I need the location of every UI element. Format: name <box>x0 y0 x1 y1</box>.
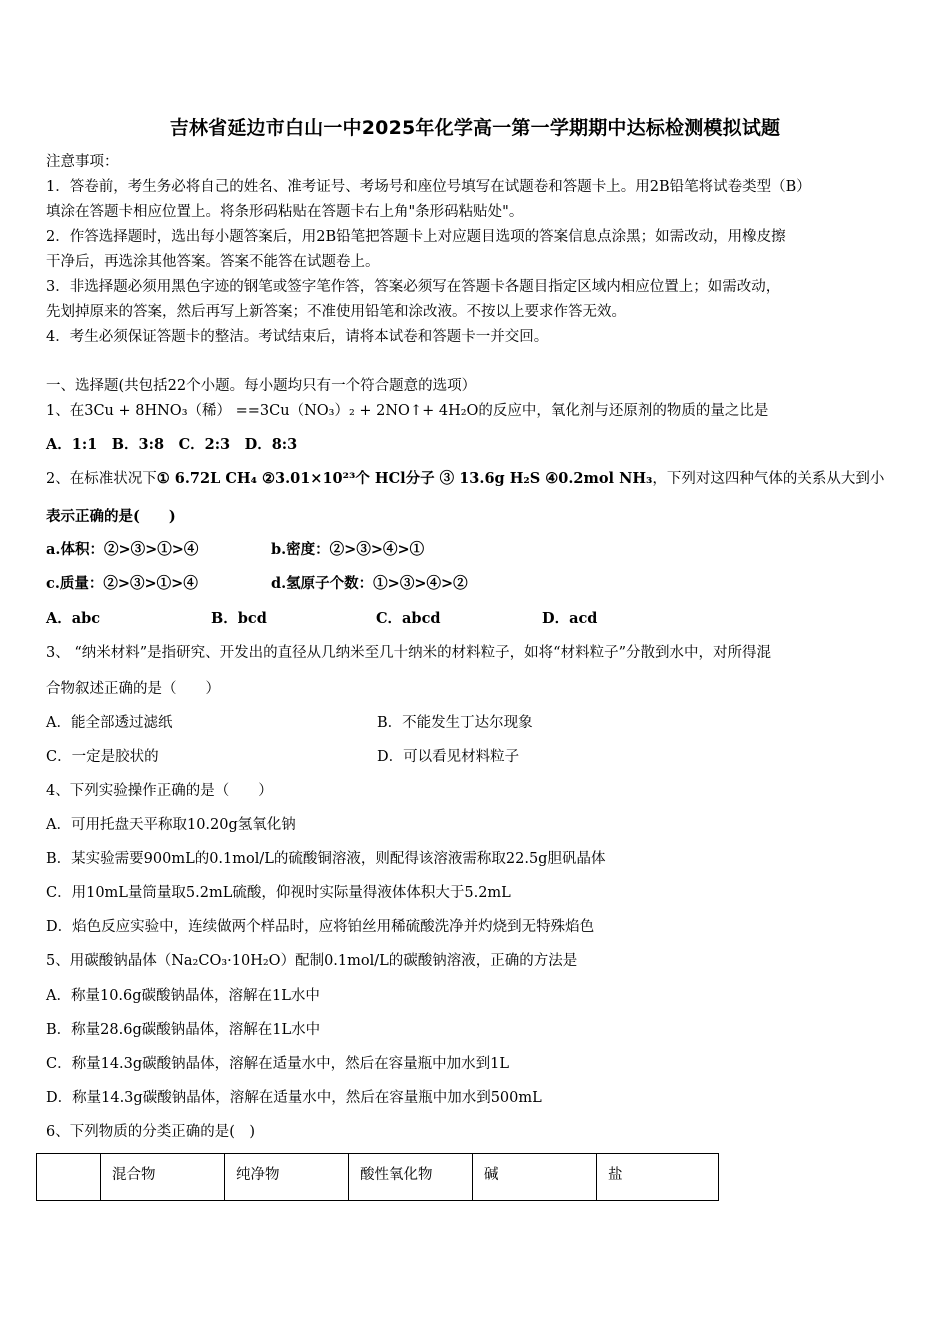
q2-item-d: d.氢原子个数：①>③>④>② <box>271 575 468 592</box>
q4-option-b: B．某实验需要900mL的0.1mol/L的硫酸铜溶液，则配得该溶液需称取22.5g胆矾晶体 <box>46 851 606 867</box>
q2-stem-cont: 表示正确的是( ) <box>46 508 176 525</box>
table-header-cell: 碱 <box>473 1154 597 1201</box>
q6-classification-table <box>36 1153 719 1201</box>
table-header-row <box>37 1154 719 1201</box>
page-title: 吉林省延边市白山一中2025年化学高一第一学期期中达标检测模拟试题 <box>169 117 781 139</box>
q3-option-a: A．能全部透过滤纸 <box>46 715 173 731</box>
q2-stem-prefix: 2、在标准状况下 <box>46 471 157 487</box>
q2-gases: ① 6.72L CH₄ ②3.01×10²³个 HCl分子 ③ 13.6g H₂S ④0.2mol NH₃ <box>156 470 653 487</box>
notice-line-3: 2．作答选择题时，选出每小题答案后，用2B铅笔把答题卡上对应题目选项的答案信息点涂黑；如需改动，用橡皮擦 <box>46 229 786 245</box>
q4-stem: 4、下列实验操作正确的是（ ） <box>46 783 273 799</box>
q4-option-c: C．用10mL量筒量取5.2mL硫酸，仰视时实际量得液体体积大于5.2mL <box>46 885 511 901</box>
section-heading: 一、选择题(共包括22个小题。每小题均只有一个符合题意的选项） <box>46 378 477 394</box>
q1-options: A．1:1 B．3:8 C．2:3 D．8:3 <box>46 436 298 453</box>
notice-line-7: 4．考生必须保证答题卡的整洁。考试结束后，请将本试卷和答题卡一并交回。 <box>46 329 549 345</box>
table-header-cell <box>37 1154 101 1201</box>
table-header-cell: 酸性氧化物 <box>349 1154 473 1201</box>
notice-line-2: 填涂在答题卡相应位置上。将条形码粘贴在答题卡右上角"条形码粘贴处"。 <box>46 204 524 220</box>
q3-option-c: C．一定是胶状的 <box>46 749 159 765</box>
q2-item-a: a.体积：②>③>①>④ <box>46 541 199 558</box>
table-header-cell: 混合物 <box>101 1154 225 1201</box>
q3-option-d: D．可以看见材料粒子 <box>377 749 520 765</box>
table-header-cell: 盐 <box>597 1154 719 1201</box>
q2-stem-suffix: ，下列对这四种气体的关系从大到小 <box>652 471 885 487</box>
notice-line-5: 3．非选择题必须用黑色字迹的钢笔或签字笔作答，答案必须写在答题卡各题目指定区域内相应位置上；如需改动， <box>46 279 781 295</box>
q4-option-d: D．焰色反应实验中，连续做两个样品时，应将铂丝用稀硫酸洗净并灼烧到无特殊焰色 <box>46 919 595 935</box>
q3-option-b: B．不能发生丁达尔现象 <box>377 715 533 731</box>
q5-option-d: D．称量14.3g碳酸钠晶体，溶解在适量水中，然后在容量瓶中加水到500mL <box>46 1090 542 1106</box>
q6-stem: 6、下列物质的分类正确的是( ) <box>46 1124 256 1140</box>
q5-stem: 5、用碳酸钠晶体（Na₂CO₃·10H₂O）配制0.1mol/L的碳酸钠溶液，正确的方法是 <box>46 953 578 969</box>
table-header-cell: 纯净物 <box>225 1154 349 1201</box>
q4-option-a: A．可用托盘天平称取10.20g氢氧化钠 <box>46 817 296 833</box>
notice-line-4: 干净后，再选涂其他答案。答案不能答在试题卷上。 <box>46 254 380 270</box>
q5-option-a: A．称量10.6g碳酸钠晶体，溶解在1L水中 <box>46 988 320 1004</box>
q3-stem-cont: 合物叙述正确的是（ ） <box>46 681 220 697</box>
q2-option-d: D．acd <box>542 610 598 627</box>
q5-option-c: C．称量14.3g碳酸钠晶体，溶解在适量水中，然后在容量瓶中加水到1L <box>46 1056 510 1072</box>
notice-heading: 注意事项： <box>46 154 119 170</box>
q1-stem: 1、在3Cu + 8HNO₃（稀） ==3Cu（NO₃）₂ + 2NO↑+ 4H₂O的反应中，氧化剂与还原剂的物质的量之比是 <box>46 403 769 419</box>
notice-line-1: 1．答卷前，考生务必将自己的姓名、准考证号、考场号和座位号填写在试题卷和答题卡上。用2B铅笔将试卷类型（B） <box>46 179 811 195</box>
q2-option-a: A．abc <box>46 610 101 627</box>
q2-stem <box>46 469 884 489</box>
q2-option-b: B．bcd <box>211 610 267 627</box>
q2-item-c: c.质量：②>③>①>④ <box>46 575 198 592</box>
q3-stem: 3、 “纳米材料”是指研究、开发出的直径从几纳米至几十纳米的材料粒子，如将“材料粒子”分散到水中，对所得混 <box>46 645 771 661</box>
q2-item-b: b.密度：②>③>④>① <box>271 541 425 558</box>
q5-option-b: B．称量28.6g碳酸钠晶体，溶解在1L水中 <box>46 1022 321 1038</box>
notice-line-6: 先划掉原来的答案，然后再写上新答案；不准使用铅笔和涂改液。不按以上要求作答无效。 <box>46 304 626 320</box>
q2-option-c: C．abcd <box>376 610 441 627</box>
